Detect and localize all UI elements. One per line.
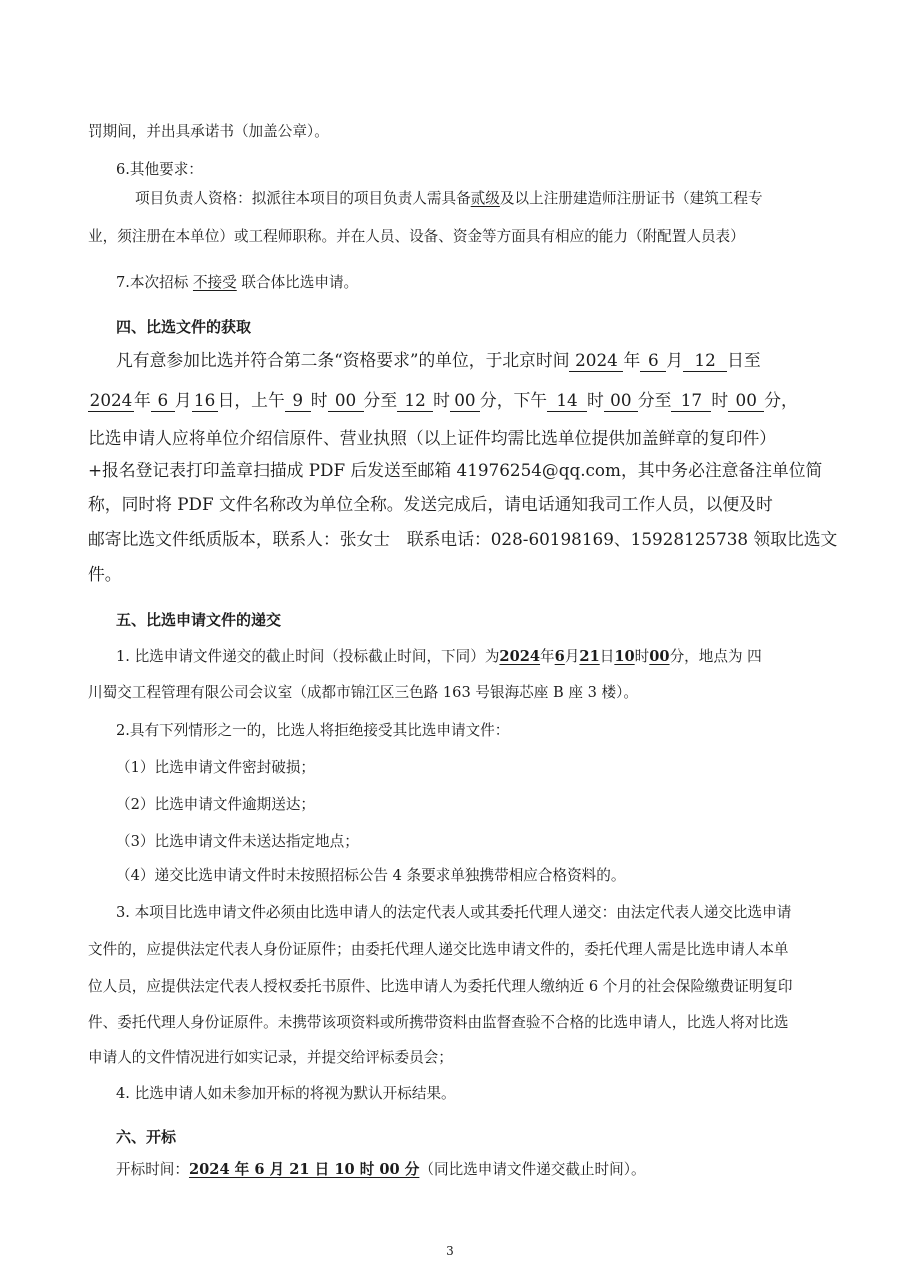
filled-value: 00: [728, 389, 764, 412]
text-line: 3. 本项目比选申请文件必须由比选申请人的法定代表人或其委托代理人递交：由法定代表人递交比选申请: [116, 904, 792, 921]
text-line: [116, 647, 762, 667]
text-span: 年: [540, 648, 555, 665]
filled-value: 17: [671, 389, 711, 412]
text-line: [88, 388, 798, 412]
filled-value: 00: [328, 389, 364, 412]
text-line: 4. 比选申请人如未参加开标的将视为默认开标结果。: [116, 1085, 456, 1102]
filled-value: 贰级: [470, 190, 500, 207]
filled-value: 00: [604, 389, 638, 412]
text-line: 文件的，应提供法定代表人身份证原件；由委托代理人递交比选申请文件的，委托代理人需是比选申请人本单: [88, 941, 789, 958]
text-line: 川蜀交工程管理有限公司会议室（成都市锦江区三色路 163 号银海芯座 B 座 3 楼）。: [88, 684, 638, 701]
text-line: 件、委托代理人身份证原件。未携带该项资料或所携带资料由监督查验不合格的比选申请人，比选人将对比选: [88, 1014, 789, 1031]
text-span: 联合体比选申请。: [241, 274, 359, 291]
section-heading: 五、比选申请文件的递交: [116, 611, 282, 629]
text-line: 申请人的文件情况进行如实记录，并提交给评标委员会；: [88, 1049, 453, 1066]
text-span: 分，: [764, 390, 798, 410]
text-span: 及以上注册建造师注册证书（建筑工程专: [499, 190, 763, 207]
list-item: （3）比选申请文件未送达指定地点；: [116, 833, 359, 850]
text-line: 2.具有下列情形之一的，比选人将拒绝接受其比选申请文件：: [116, 722, 510, 739]
filled-value: 6: [151, 389, 175, 412]
text-span: 分，下午: [479, 390, 548, 410]
text-line: 位人员，应提供法定代表人授权委托书原件、比选申请人为委托代理人缴纳近 6 个月的社会保险缴费证明复印: [88, 978, 793, 995]
filled-value: 21: [579, 648, 600, 665]
text-span: 时: [433, 390, 450, 410]
text-span: 分至: [637, 390, 672, 410]
list-item: （4）递交比选申请文件时未按照招标公告 4 条要求单独携带相应合格资料的。: [116, 867, 626, 884]
filled-value: 14: [547, 389, 587, 412]
section-heading: 六、开标: [116, 1128, 177, 1146]
filled-value: 不接受: [192, 274, 237, 291]
text-span: 项目负责人资格：拟派往本项目的项目负责人需具备: [135, 190, 471, 207]
page-number: 3: [446, 1244, 454, 1258]
text-span: 凡有意参加比选并符合第二条“资格要求”的单位，于北京时间: [116, 350, 570, 370]
text-line: 罚期间，并出具承诺书（加盖公章）。: [88, 123, 329, 140]
text-span: 分，地点为 四: [669, 648, 762, 665]
list-item: （2）比选申请文件逾期送达；: [116, 796, 316, 813]
text-line: [116, 348, 761, 372]
text-line: 称，同时将 PDF 文件名称改为单位全称。发送完成后，请电话通知我司工作人员，以便及时: [88, 494, 773, 514]
text-span: 月: [666, 350, 684, 370]
text-span: 年: [623, 350, 641, 370]
text-span: 时: [711, 390, 729, 410]
text-line: [116, 1160, 646, 1180]
text-span: 时: [310, 390, 328, 410]
text-span: 月: [564, 648, 580, 665]
text-span: 1. 比选申请文件递交的截止时间（投标截止时间，下同）为: [116, 648, 500, 665]
filled-value: 00: [649, 648, 670, 665]
text-span: 7.本次招标: [116, 274, 189, 291]
text-line: 比选申请人应将单位介绍信原件、营业执照（以上证件均需比选单位提供加盖鲜章的复印件）: [88, 428, 777, 448]
filled-value: 2024 年 6 月 21 日 10 时 00 分: [188, 1161, 420, 1178]
text-line: +报名登记表打印盖章扫描成 PDF 后发送至邮箱 41976254@qq.com，其中务必注意备注单位简: [88, 460, 823, 480]
filled-value: 12: [683, 349, 727, 372]
text-span: 时: [634, 648, 650, 665]
filled-value: 00: [450, 389, 480, 412]
text-span: 日，上午: [217, 390, 285, 410]
filled-value: 16: [192, 389, 218, 412]
filled-value: 2024: [569, 349, 623, 372]
filled-value: 6: [640, 349, 666, 372]
text-span: 日: [599, 648, 615, 665]
section-heading: 四、比选文件的获取: [116, 318, 252, 336]
text-span: 分至: [363, 390, 398, 410]
filled-value: 6: [554, 648, 565, 665]
filled-value: 12: [397, 389, 433, 412]
text-line: 邮寄比选文件纸质版本，联系人：张女士 联系电话：028-60198169、15928125738 领取比选文: [88, 529, 838, 549]
text-line: [116, 273, 358, 293]
text-line: [135, 189, 763, 209]
filled-value: 9: [285, 389, 311, 412]
text-line: 件。: [88, 564, 122, 584]
text-line: 6.其他要求：: [116, 161, 203, 178]
filled-value: 2024: [499, 648, 541, 665]
filled-value: 10: [614, 648, 635, 665]
filled-value: 2024: [89, 390, 133, 410]
text-span: 开标时间：: [116, 1161, 189, 1178]
text-span: 时: [587, 390, 604, 410]
text-span: 日至: [727, 350, 761, 370]
text-span: 年: [134, 390, 151, 410]
text-span: （同比选申请文件递交截止时间）。: [419, 1161, 646, 1178]
text-span: 月: [174, 390, 192, 410]
list-item: （1）比选申请文件密封破损；: [116, 759, 316, 776]
text-line: 业，须注册在本单位）或工程师职称。并在人员、设备、资金等方面具有相应的能力（附配置人员表）: [88, 228, 745, 245]
